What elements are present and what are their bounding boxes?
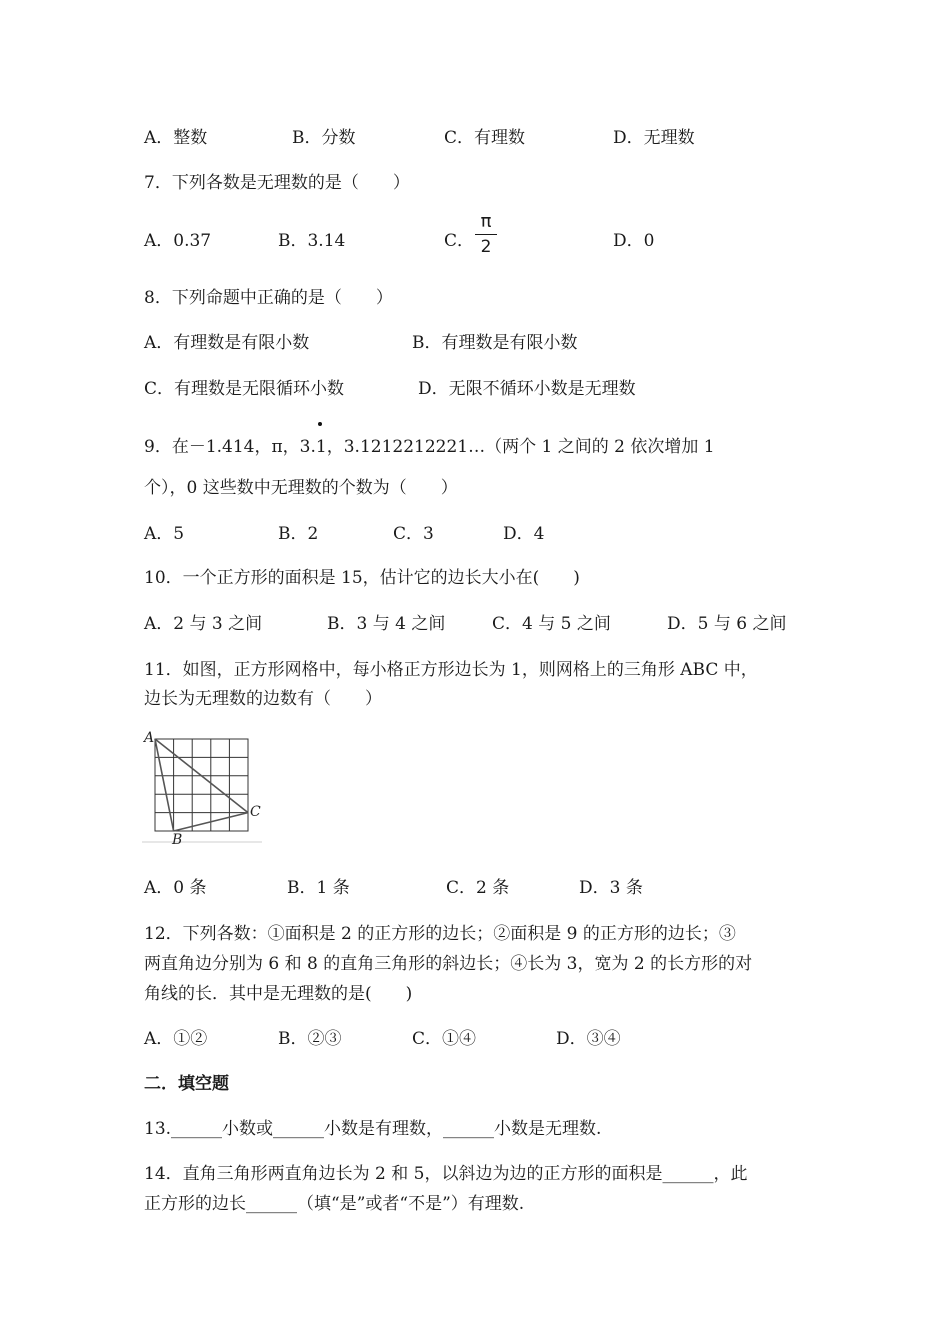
q6-option-b: B．分数 xyxy=(292,128,356,148)
q10-option-b: B．3 与 4 之间 xyxy=(327,614,446,634)
q12-option-a: A．①② xyxy=(144,1029,208,1049)
triangle-abc xyxy=(155,739,248,831)
q12-option-d: D．③④ xyxy=(556,1029,621,1049)
q7-option-a: A．0.37 xyxy=(144,231,212,251)
fraction-bar xyxy=(475,234,497,235)
q11-line-1: 11．如图，正方形网格中，每小格正方形边长为 1，则网格上的三角形 ABC 中， xyxy=(144,660,758,680)
q9-line-1-end: ，3.1212212221…（两个 1 之间的 2 依次增加 1 xyxy=(326,437,715,457)
q6-option-c: C．有理数 xyxy=(444,128,526,148)
q8-option-d: D．无限不循环小数是无理数 xyxy=(418,379,636,399)
q9-option-a: A．5 xyxy=(144,524,185,544)
repeating-dot-icon xyxy=(318,422,322,426)
q11-line-2: 边长为无理数的边数有（ ） xyxy=(144,689,382,709)
vertex-label-a: A xyxy=(144,730,155,746)
q8-option-c: C．有理数是无限循环小数 xyxy=(144,379,345,399)
q9-line-1-start: 9．在－1.414，π，3. xyxy=(144,437,316,457)
fraction-denominator: 2 xyxy=(480,237,492,257)
q10-option-a: A．2 与 3 之间 xyxy=(144,614,263,634)
q11-option-a: A．0 条 xyxy=(144,878,207,898)
q7-option-d: D．0 xyxy=(613,231,655,251)
q9-option-b: B．2 xyxy=(278,524,319,544)
q12-line-2: 两直角边分别为 6 和 8 的直角三角形的斜边长；④长为 3，宽为 2 的长方形的对 xyxy=(144,954,753,974)
q11-option-c: C．2 条 xyxy=(446,878,510,898)
q12-line-3: 角线的长．其中是无理数的是( ) xyxy=(144,984,413,1004)
q9-option-d: D．4 xyxy=(503,524,545,544)
q6-option-d: D．无理数 xyxy=(613,128,695,148)
q12-line-1: 12．下列各数：①面积是 2 的正方形的边长；②面积是 9 的正方形的边长；③ xyxy=(144,924,736,944)
q7-option-b: B．3.14 xyxy=(278,231,346,251)
fraction-numerator: π xyxy=(480,211,492,232)
q12-option-c: C．①④ xyxy=(412,1029,477,1049)
q8-option-b: B．有理数是有限小数 xyxy=(412,333,578,353)
vertex-label-c: C xyxy=(250,804,261,820)
q8-option-a: A．有理数是有限小数 xyxy=(144,333,310,353)
q14-line-2: 正方形的边长______（填“是”或者“不是”）有理数. xyxy=(144,1194,525,1214)
q11-option-b: B．1 条 xyxy=(287,878,350,898)
square-grid xyxy=(155,739,248,831)
q9-repeating-digit: 1 xyxy=(316,436,327,458)
q13-text: 13.______小数或______小数是有理数，______小数是无理数. xyxy=(144,1119,602,1139)
q9-line-1 xyxy=(144,436,715,458)
q12-option-b: B．②③ xyxy=(278,1029,342,1049)
q7-option-c-prefix: C． xyxy=(444,231,475,251)
q8-stem: 8．下列命题中正确的是（ ） xyxy=(144,288,393,308)
section-heading-fill-in: 二．填空题 xyxy=(144,1074,229,1094)
vertex-label-b: B xyxy=(172,832,183,848)
q14-line-1: 14．直角三角形两直角边长为 2 和 5，以斜边为边的正方形的面积是______，此 xyxy=(144,1164,748,1184)
q6-option-a: A．整数 xyxy=(144,128,208,148)
q7-stem: 7．下列各数是无理数的是（ ） xyxy=(144,173,410,193)
q9-option-c: C．3 xyxy=(393,524,434,544)
q11-option-d: D．3 条 xyxy=(579,878,643,898)
q10-option-d: D．5 与 6 之间 xyxy=(667,614,787,634)
q10-stem: 10．一个正方形的面积是 15，估计它的边长大小在( ) xyxy=(144,568,580,588)
q10-option-c: C．4 与 5 之间 xyxy=(492,614,611,634)
grid-triangle-figure xyxy=(140,728,270,848)
q9-line-2: 个），0 这些数中无理数的个数为（ ） xyxy=(144,478,458,498)
